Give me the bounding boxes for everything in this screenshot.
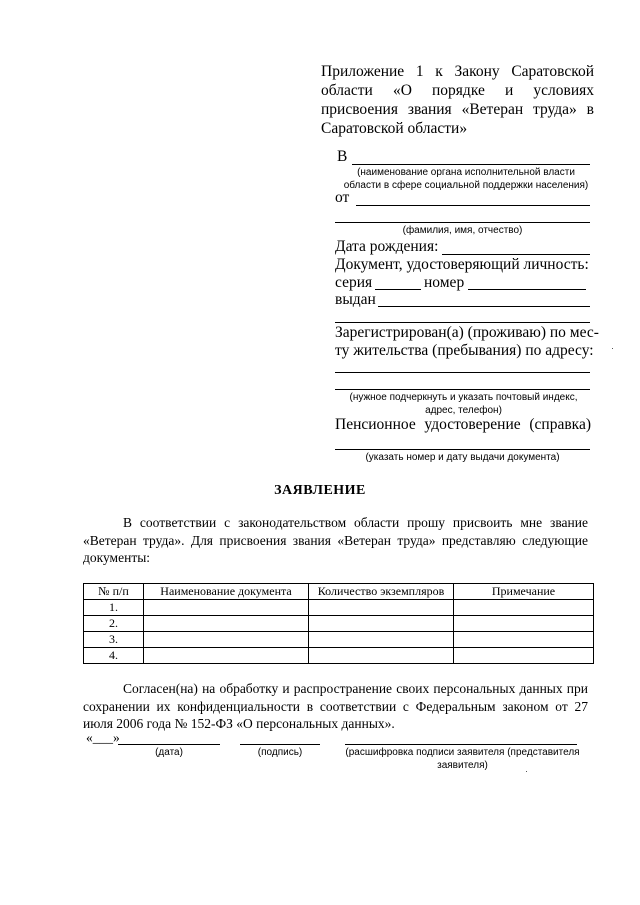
table-cell-doc-name[interactable] — [144, 600, 309, 616]
issued-line[interactable] — [378, 306, 590, 307]
table-cell-note[interactable] — [454, 600, 594, 616]
table-cell-num: 3. — [84, 632, 144, 648]
table-cell-num: 1. — [84, 600, 144, 616]
address-line-1[interactable] — [335, 372, 590, 373]
table-cell-num: 2. — [84, 616, 144, 632]
table-cell-count[interactable] — [309, 632, 454, 648]
address-line-2[interactable] — [335, 389, 590, 390]
annex-note: Приложение 1 к Закону Саратовской области «О порядке и условиях присвоения звания «Ветеран труда» в Саратовской области» — [321, 63, 594, 137]
table-row — [84, 648, 594, 664]
table-row — [84, 632, 594, 648]
consent-text: Согласен(на) на обработку и распространение своих персональных данных при сохранении их конфиденциальности в соответствии с Федеральным законом от 27 июля 2006 года № 152-ФЗ «О персональных данных». — [83, 681, 588, 731]
table-cell-note[interactable] — [454, 616, 594, 632]
registered-line-2: ту жительства (пребывания) по адресу: — [335, 342, 594, 359]
fio-hint: (фамилия, имя, отчество) — [402, 225, 523, 236]
decode-hint: (расшифровка подписи заявителя (представителя заявителя) — [345, 747, 580, 771]
to-organ-hint: (наименование органа исполнительной власти области в сфере социальной поддержки населения) — [343, 167, 589, 191]
dob-line[interactable] — [442, 254, 590, 255]
body-text: В соответствии с законодательством области прошу присвоить мне звание «Ветеран труда». Для присвоения звания «Ветеран труда» представляю следующие документы: — [83, 515, 588, 565]
table-header-note: Примечание — [454, 584, 594, 600]
table-cell-count[interactable] — [309, 648, 454, 664]
table-header-row — [84, 584, 594, 600]
table-header-num: № п/п — [84, 584, 144, 600]
number-label: номер — [424, 274, 465, 291]
table-cell-doc-name[interactable] — [144, 632, 309, 648]
document-title: ЗАЯВЛЕНИЕ — [274, 483, 366, 498]
signature-line[interactable] — [240, 744, 320, 745]
to-prefix: В — [337, 148, 348, 165]
documents-table — [83, 583, 594, 664]
table-cell-note[interactable] — [454, 632, 594, 648]
pension-hint: (указать номер и дату выдачи документа) — [365, 452, 560, 463]
scan-speck — [526, 771, 527, 772]
registered-line-1: Зарегистрирован(а) (проживаю) по мес- — [335, 324, 599, 341]
table-cell-count[interactable] — [309, 616, 454, 632]
date-prefix: «___» — [86, 730, 120, 745]
id-doc-label: Документ, удостоверяющий личность: — [335, 256, 589, 273]
issued-label: выдан — [335, 291, 376, 308]
table-cell-num: 4. — [84, 648, 144, 664]
scan-speck — [612, 348, 613, 349]
address-hint: (нужное подчеркнуть и указать почтовый индекс, адрес, телефон) — [349, 392, 578, 416]
number-line[interactable] — [468, 289, 586, 290]
from-line-2[interactable] — [335, 222, 590, 223]
table-row — [84, 616, 594, 632]
table-header-doc-name: Наименование документа — [144, 584, 309, 600]
from-line-1[interactable] — [356, 205, 590, 206]
table-header-count: Количество экземпляров — [309, 584, 454, 600]
series-line[interactable] — [375, 289, 421, 290]
to-organ-line[interactable] — [352, 164, 590, 165]
signature-hint: (подпись) — [257, 747, 303, 758]
table-cell-note[interactable] — [454, 648, 594, 664]
issued-line-2[interactable] — [335, 322, 590, 323]
from-prefix: от — [335, 189, 350, 206]
pension-line[interactable] — [335, 449, 590, 450]
table-cell-count[interactable] — [309, 600, 454, 616]
series-label: серия — [335, 274, 373, 291]
dob-label: Дата рождения: — [335, 238, 439, 255]
date-hint: (дата) — [155, 747, 183, 758]
table-row — [84, 600, 594, 616]
decode-line[interactable] — [345, 744, 577, 745]
date-line[interactable] — [118, 744, 220, 745]
table-cell-doc-name[interactable] — [144, 616, 309, 632]
pension-label: Пенсионное удостоверение (справка) — [335, 416, 591, 433]
table-cell-doc-name[interactable] — [144, 648, 309, 664]
